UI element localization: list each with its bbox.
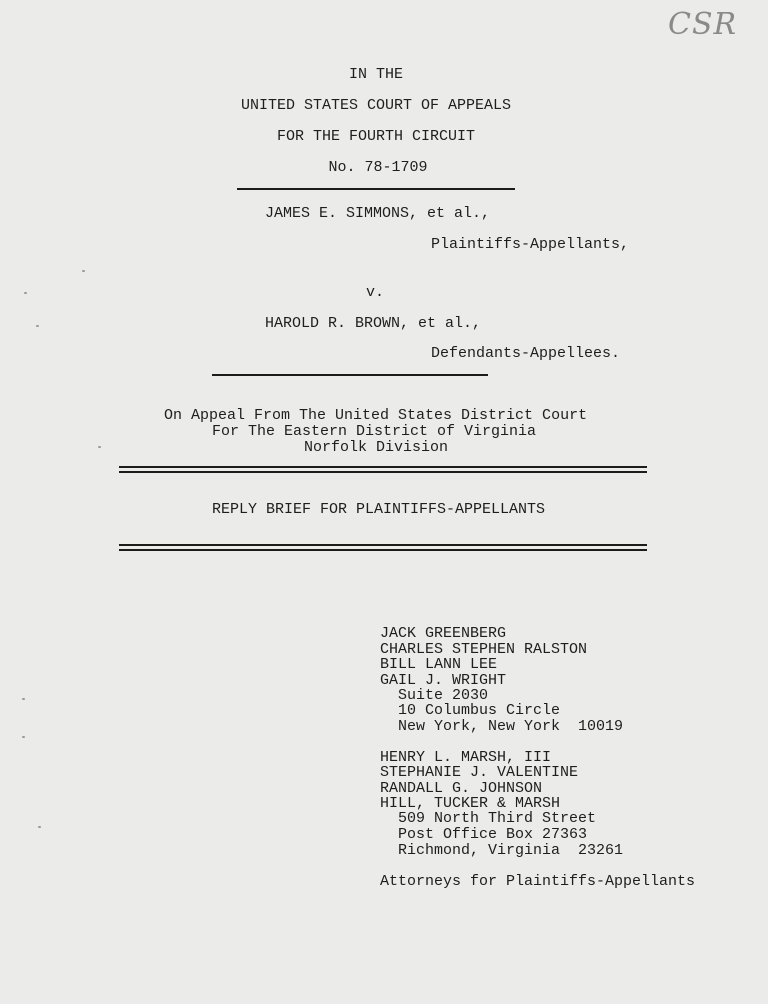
caption-rule bbox=[237, 188, 515, 190]
caption-court-name: UNITED STATES COURT OF APPEALS bbox=[240, 97, 512, 114]
defendant-role: Defendants-Appellees. bbox=[431, 345, 621, 362]
scan-speck bbox=[22, 736, 25, 738]
counsel-address-line: Suite 2030 bbox=[398, 687, 489, 704]
counsel-name: HENRY L. MARSH, III bbox=[380, 749, 552, 766]
plaintiff-name: JAMES E. SIMMONS, et al., bbox=[265, 205, 491, 222]
counsel-address-line: Post Office Box 27363 bbox=[398, 826, 588, 843]
counsel-address-line: New York, New York 10019 bbox=[398, 718, 624, 735]
counsel-name: STEPHANIE J. VALENTINE bbox=[380, 764, 579, 781]
counsel-name: RANDALL G. JOHNSON bbox=[380, 780, 543, 797]
counsel-address-line: 10 Columbus Circle bbox=[398, 702, 561, 719]
appeal-line-1: On Appeal From The United States District Court bbox=[164, 407, 588, 424]
counsel-name: JACK GREENBERG bbox=[380, 625, 507, 642]
case-number: No. 78-1709 bbox=[328, 159, 428, 176]
counsel-name: BILL LANN LEE bbox=[380, 656, 498, 673]
defendant-name: HAROLD R. BROWN, et al., bbox=[265, 315, 482, 332]
scan-speck bbox=[82, 270, 85, 272]
versus: v. bbox=[366, 284, 385, 301]
handwritten-initials: CSR bbox=[668, 7, 738, 42]
scan-speck bbox=[38, 826, 41, 828]
counsel-name: CHARLES STEPHEN RALSTON bbox=[380, 641, 588, 658]
title-rule-top-2 bbox=[119, 471, 647, 473]
attorneys-for-label: Attorneys for Plaintiffs-Appellants bbox=[380, 873, 696, 890]
parties-rule bbox=[212, 374, 488, 376]
appeal-line-3: Norfolk Division bbox=[304, 439, 449, 456]
counsel-firm: HILL, TUCKER & MARSH bbox=[380, 795, 561, 812]
brief-title: REPLY BRIEF FOR PLAINTIFFS-APPELLANTS bbox=[212, 501, 546, 518]
title-rule-top-1 bbox=[119, 466, 647, 468]
counsel-address-line: Richmond, Virginia 23261 bbox=[398, 842, 624, 859]
caption-in-the: IN THE bbox=[348, 66, 404, 83]
caption-circuit: FOR THE FOURTH CIRCUIT bbox=[276, 128, 476, 145]
scan-speck bbox=[24, 292, 27, 294]
scan-speck bbox=[98, 446, 101, 448]
counsel-name: GAIL J. WRIGHT bbox=[380, 672, 507, 689]
scan-speck bbox=[22, 698, 25, 700]
counsel-address-line: 509 North Third Street bbox=[398, 810, 597, 827]
title-rule-bottom-1 bbox=[119, 544, 647, 546]
title-rule-bottom-2 bbox=[119, 549, 647, 551]
scan-speck bbox=[36, 325, 39, 327]
appeal-line-2: For The Eastern District of Virginia bbox=[212, 423, 537, 440]
plaintiff-role: Plaintiffs-Appellants, bbox=[431, 236, 630, 253]
